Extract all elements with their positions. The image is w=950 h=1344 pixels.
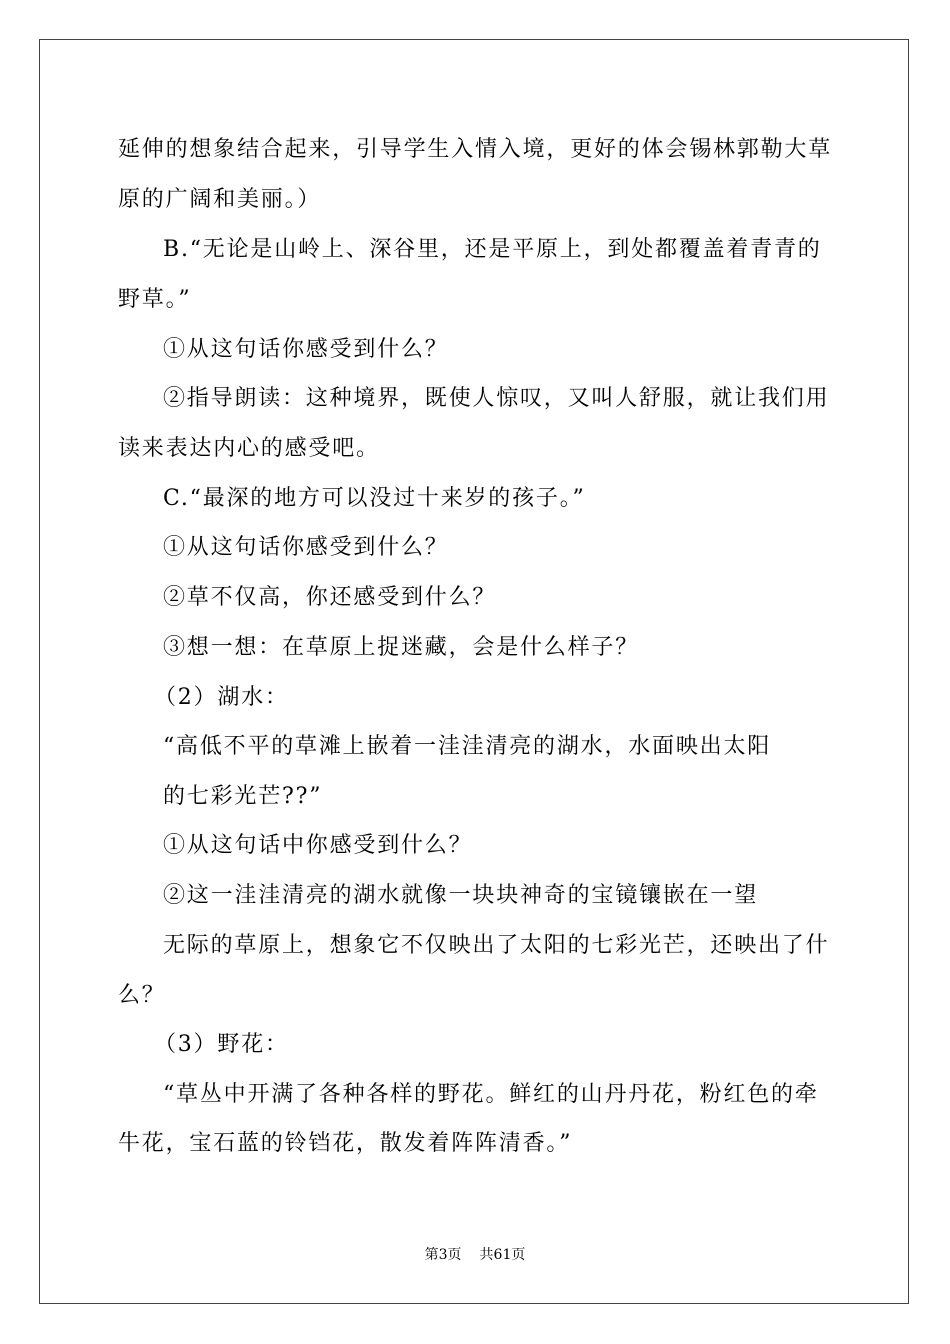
page-border xyxy=(39,39,909,1304)
total-pages: 共61页 xyxy=(479,1247,526,1263)
text-line-1: 延伸的想象结合起来，引导学生入情入境，更好的体会锡林郭勒大草 xyxy=(118,137,833,162)
text-line-18: 么？ xyxy=(118,983,166,1008)
text-line-8: C.“最深的地方可以没过十来岁的孩子。” xyxy=(163,486,586,511)
text-line-9: ①从这句话你感受到什么？ xyxy=(163,535,449,560)
text-line-14: 的七彩光芒??” xyxy=(163,784,323,809)
text-line-3: B.“无论是山岭上、深谷里，还是平原上，到处都覆盖着青青的 xyxy=(163,237,822,262)
text-line-5: ①从这句话你感受到什么？ xyxy=(163,337,449,362)
text-line-19: （3）野花： xyxy=(154,1032,289,1057)
text-line-7: 读来表达内心的感受吧。 xyxy=(118,436,380,461)
page-number: 第3页 xyxy=(424,1247,462,1263)
text-line-12: （2）湖水： xyxy=(154,685,289,710)
text-line-11: ③想一想：在草原上捉迷藏，会是什么样子？ xyxy=(163,635,640,660)
text-line-13: “高低不平的草滩上嵌着一洼洼清亮的湖水，水面映出太阳 xyxy=(163,734,772,759)
text-line-15: ①从这句话中你感受到什么？ xyxy=(163,833,473,858)
text-line-20: “草丛中开满了各种各样的野花。鲜红的山丹丹花，粉红色的牵 xyxy=(163,1082,819,1107)
page-footer xyxy=(0,1246,950,1264)
text-line-2: 原的广阔和美丽。） xyxy=(118,187,322,212)
text-line-10: ②草不仅高，你还感受到什么？ xyxy=(163,585,497,610)
text-line-4: 野草。” xyxy=(118,287,192,312)
text-line-17: 无际的草原上，想象它不仅映出了太阳的七彩光芒，还映出了什 xyxy=(163,933,830,958)
text-line-16: ②这一洼洼清亮的湖水就像一块块神奇的宝镜镶嵌在一望 xyxy=(163,883,759,908)
text-line-6: ②指导朗读：这种境界，既使人惊叹，又叫人舒服，就让我们用 xyxy=(163,386,830,411)
text-line-21: 牛花，宝石蓝的铃铛花，散发着阵阵清香。” xyxy=(118,1131,573,1156)
